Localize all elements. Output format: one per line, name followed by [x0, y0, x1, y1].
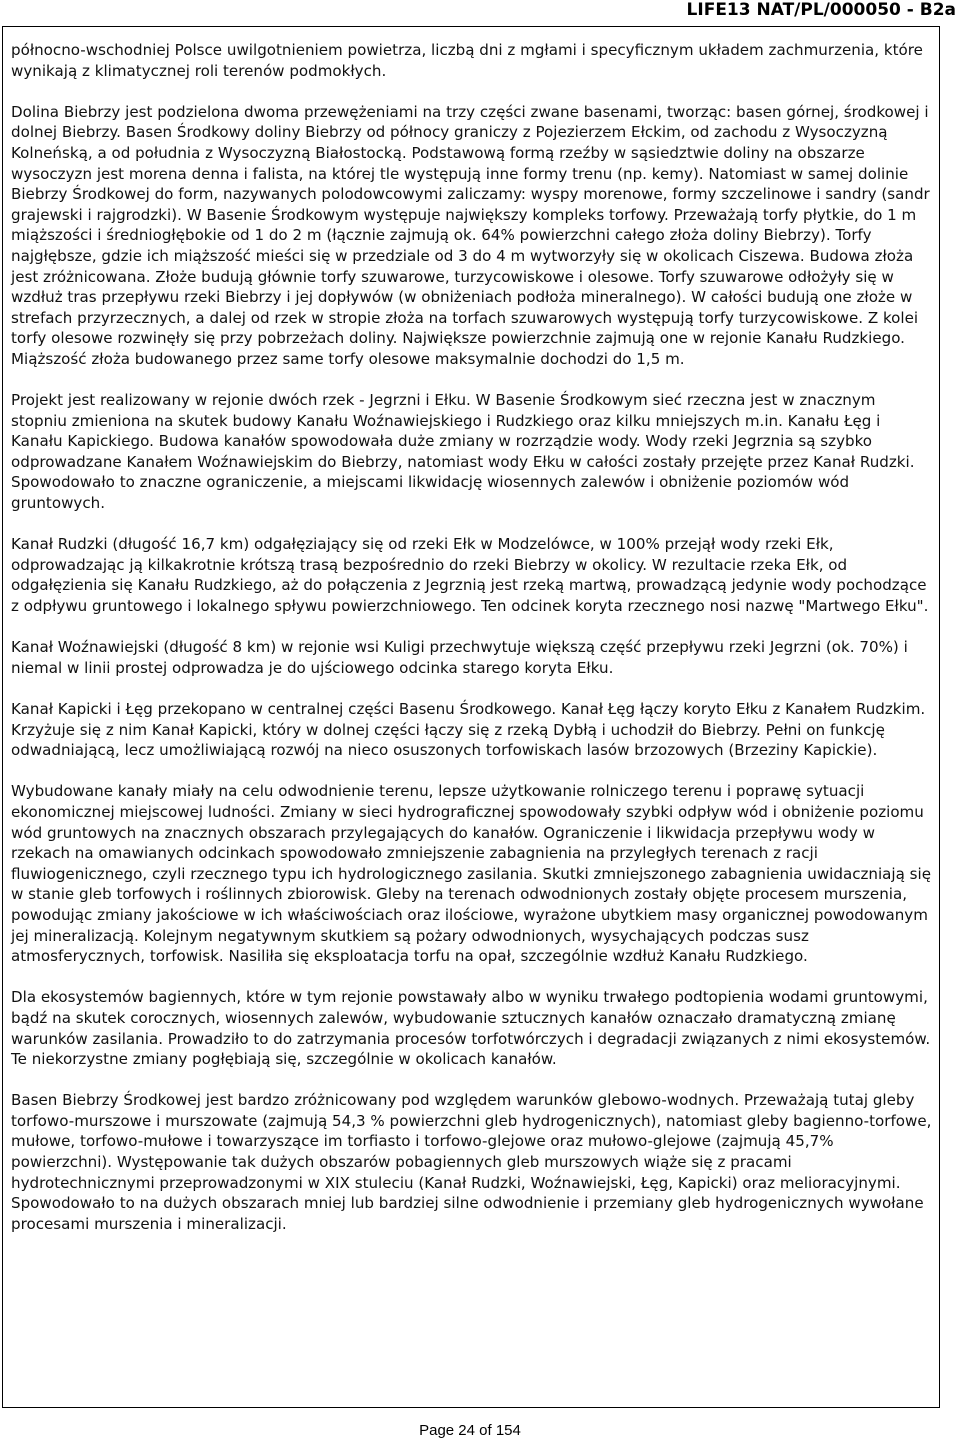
- document-body: [11, 40, 936, 1234]
- page-number: Page 24 of 154: [419, 1422, 521, 1439]
- paragraph-kanal-kapicki-leg: Kanał Kapicki i Łęg przekopano w centralnej części Basenu Środkowego. Kanał Łęg łączy koryto Ełku z Kanałem Rudzkim. Krzyżuje się z nim Kanał Kapicki, który w dolnej części łączy się z rzeką Dybłą i uchodził do Biebrzy. Pełni on funkcję odwadniającą, lecz umożliwiającą rozwój na nieco osuszonych torfowiskach lasów brzozowych (Brzeziny Kapickie).: [11, 700, 926, 760]
- paragraph-climate: północno-wschodniej Polsce uwilgotnieniem powietrza, liczbą dni z mgłami i specyficznym układem zachmurzenia, które wynikają z klimatycznej roli terenów podmokłych.: [11, 41, 923, 80]
- paragraph-kanal-rudzki: Kanał Rudzki (długość 16,7 km) odgałęziający się od rzeki Ełk w Modzelówce, w 100% przejął wody rzeki Ełk, odprowadzając ją kilkakrotnie krótszą trasą bezpośrednio do rzeki Biebrzy w okolicy. W rezultacie rzeka Ełk, od odgałęzienia się Kanału Rudzkiego, aż do połączenia z Jegrznią jest rzeką martwą, prowadzącą jedynie wody pochodzące z odpływu gruntowego i lokalnego spływu powierzchniowego. Ten odcinek koryta rzecznego nosi nazwę "Martwego Ełku".: [11, 535, 929, 616]
- paragraph-valley-basins: Dolina Biebrzy jest podzielona dwoma przewężeniami na trzy części zwane basenami, tworząc: basen górnej, środkowej i dolnej Biebrzy. Basen Środkowy doliny Biebrzy od północy graniczy z Pojezierzem Ełckim, od zachodu z Wysoczyzną Kolneńską, a od południa z Wysoczyzną Białostocką. Podstawową formą rzeźby w sąsiedztwie doliny na obszarze wysoczyzn jest morena denna i falista, na której tle występują inne formy trenu (np. kemy). Natomiast w samej dolinie Biebrzy Środkowej do form, nazywanych polodowcowymi zaliczamy: wyspy morenowe, formy szczelinowe i sandry (sandr grajewski i rajgrodzki). W Basenie Środkowym występuje największy kompleks torfowy. Przeważają torfy płytkie, do 1 m miąższości i średniogłębokie od 1 do 2 m (łącznie zajmują ok. 64% powierzchni całego złoża doliny Biebrzy). Torfy najgłębsze, gdzie ich miąższość mieści się w przedziale od 3 do 4 m wytworzyły się w okolicach Ciszewa. Budowa złoża jest zróżnicowana. Złoże budują głównie torfy szuwarowe, turzycowiskowe i olesowe. Torfy szuwarowe odłożyły się w wzdłuż tras przepływu rzeki Biebrzy i jej dopływów (w obniżeniach podłoża mineralnego). W całości budują one złoże w strefach przyrzecznych, a dalej od rzek w stropie złoża na torfach szuwarowych występują torfy turzycowiskowe. Z kolei torfy olesowe rozwinęły się przy pobrzeżach doliny. Największe powierzchnie zajmują one w rejonie Kanału Rudzkiego. Miąższość złoża budowanego przez same torfy olesowe maksymalnie dochodzi do 1,5 m.: [11, 102, 930, 368]
- paragraph-soils: Basen Biebrzy Środkowej jest bardzo zróżnicowany pod względem warunków glebowo-wodnych. Przeważają tutaj gleby torfowo-murszowe i murszowate (zajmują 54,3 % powierzchni gleb hydrogenicznych), natomiast gleby bagienno-torfowe, mułowe, torfowo-mułowe i towarzyszące im torfiasto i torfowo-glejowe oraz mułowo-glejowe (zajmują 45,7% powierzchni). Występowanie tak dużych obszarów pobagiennych gleb murszowych wiąże się z pracami hydrotechnicznymi przeprowadzonymi w XIX stuleciu (Kanał Rudzki, Woźnawiejski, Łęg, Kapicki) oraz melioracyjnymi. Spowodowało to na dużych obszarach mniej lub bardziej silne odwodnienie i przemiany gleb hydrogenicznych wywołane procesami murszenia i mineralizacji.: [11, 1091, 932, 1233]
- paragraph-wetland-ecosystems: Dla ekosystemów bagiennych, które w tym rejonie powstawały albo w wyniku trwałego podtopienia wodami gruntowymi, bądź na skutek corocznych, wiosennych zalewów, wybudowanie sztucznych kanałów oznaczało dramatyczną zmianę warunków zasilania. Prowadziło to do zatrzymania procesów torfotwórczych i degradacji związanych z nimi ekosystemów. Te niekorzystne zmiany pogłębiają się, szczególnie w okolicach kanałów.: [11, 988, 931, 1069]
- paragraph-project-rivers: Projekt jest realizowany w rejonie dwóch rzek - Jegrzni i Ełku. W Basenie Środkowym sieć rzeczna jest w znacznym stopniu zmieniona na skutek budowy Kanału Woźnawiejskiego i Rudzkiego oraz kilku mniejszych m.in. Kanału Łęg i Kanału Kapickiego. Budowa kanałów spowodowała duże zmiany w rozrządzie wody. Wody rzeki Jegrznia są szybko odprowadzane Kanałem Woźnawiejskim do Biebrzy, natomiast wody Ełku w całości zostały przejęte przez Kanał Rudzki. Spowodowało to znaczne ograniczenie, a miejscami likwidację wiosennych zalewów i obniżenie poziomów wód gruntowych.: [11, 391, 915, 513]
- paragraph-kanal-woznawiejski: Kanał Woźnawiejski (długość 8 km) w rejonie wsi Kuligi przechwytuje większą część przepływu rzeki Jegrzni (ok. 70%) i niemal w linii prostej odprowadza je do ujściowego odcinka starego koryta Ełku.: [11, 638, 908, 677]
- document-id-header: LIFE13 NAT/PL/000050 - B2a: [686, 0, 956, 20]
- paragraph-drainage-effects: Wybudowane kanały miały na celu odwodnienie terenu, lepsze użytkowanie rolniczego terenu i poprawę sytuacji ekonomicznej miejscowej ludności. Zmiany w sieci hydrograficznej spowodowały szybki odpływ wód i obniżenie poziomu wód gruntowych na znacznych obszarach przylegających do kanałów. Ograniczenie i likwidacja przepływu wody w rzekach na omawianych odcinkach spowodowało zmniejszenie zabagnienia na przyległych terenach z racji fluwiogenicznego, czyli rzecznego typu ich hydrologicznego zasilania. Skutki zmniejszonego zabagnienia uwidaczniają się w stanie gleb torfowych i roślinnych zbiorowisk. Gleby na terenach odwodnionych zostały objęte procesem murszenia, powodując zmiany jakościowe w ich właściwościach oraz ilościowe, wyrażone ubytkiem masy organicznej powodowanym jej mineralizacją. Kolejnym negatywnym skutkiem są pożary odwodnionych, wysychających podczas susz atmosferycznych, torfowisk. Nasiliła się eksploatacja torfu na opał, szczególnie wzdłuż Kanału Rudzkiego.: [11, 782, 932, 966]
